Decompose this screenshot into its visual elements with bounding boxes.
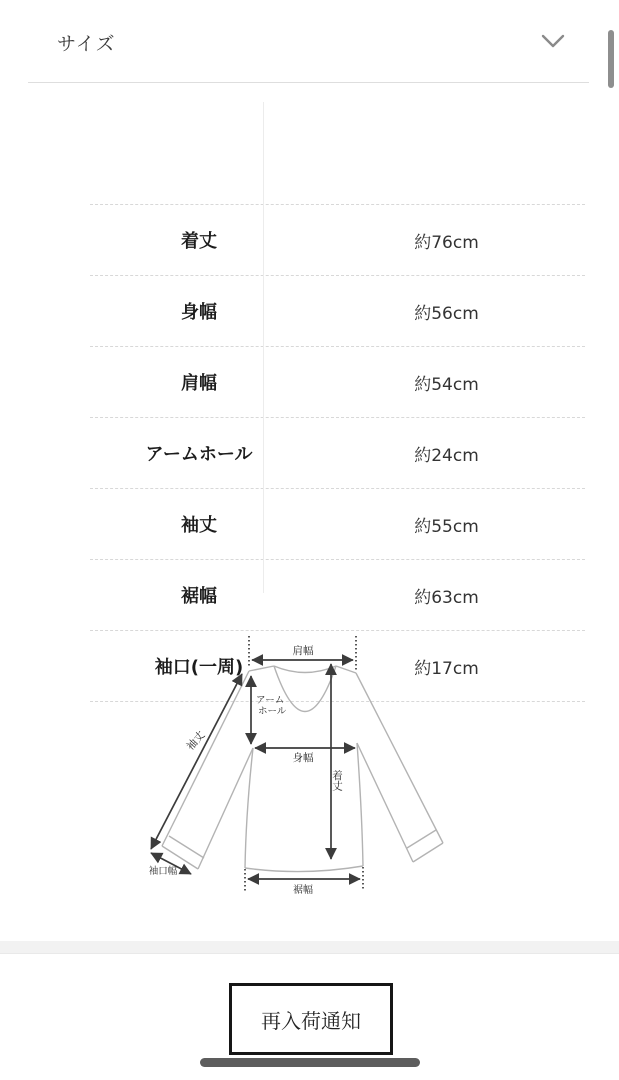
garment-outline bbox=[162, 666, 443, 872]
measurement-value: 約17cm bbox=[414, 658, 479, 679]
measurement-value: 約56cm bbox=[414, 303, 479, 324]
table-row bbox=[90, 347, 585, 418]
measurement-label: アームホール bbox=[145, 444, 253, 465]
diagram-label-shoulder-width: 肩幅 bbox=[292, 645, 314, 657]
diagram-label-body-width: 身幅 bbox=[292, 752, 314, 764]
table-row bbox=[90, 489, 585, 560]
home-indicator[interactable] bbox=[200, 1058, 420, 1067]
diagram-label-armhole-line1: アーム bbox=[256, 695, 285, 706]
size-table bbox=[45, 102, 540, 679]
measurement-value: 約24cm bbox=[414, 445, 479, 466]
garment-measurement-diagram bbox=[140, 630, 460, 900]
measurement-label: 袖口(一周) bbox=[154, 657, 244, 678]
table-column-divider bbox=[263, 102, 264, 593]
restock-notify-button[interactable] bbox=[229, 983, 393, 1055]
size-section-title: サイズ bbox=[57, 33, 116, 55]
measurement-value: 約54cm bbox=[414, 374, 479, 395]
size-section-header[interactable] bbox=[0, 0, 619, 83]
measurement-label: 肩幅 bbox=[181, 373, 217, 394]
measurement-value: 約63cm bbox=[414, 587, 479, 608]
measurement-label: 身幅 bbox=[181, 302, 217, 323]
restock-notify-button-label: 再入荷通知 bbox=[261, 1008, 361, 1033]
diagram-label-armhole-line2: ホール bbox=[258, 706, 287, 717]
diagram-label-cuff-width: 袖口幅 bbox=[148, 866, 178, 877]
scrollbar-thumb[interactable] bbox=[608, 30, 614, 88]
measurement-label: 着丈 bbox=[181, 231, 217, 252]
measurement-label: 裾幅 bbox=[181, 586, 217, 607]
table-row bbox=[90, 276, 585, 347]
diagram-label-hem-width: 裾幅 bbox=[293, 885, 313, 896]
measurement-value: 約55cm bbox=[414, 516, 479, 537]
measurement-arrows bbox=[148, 636, 363, 891]
header-divider bbox=[28, 82, 589, 83]
table-row bbox=[90, 418, 585, 489]
diagram-label-length: 着丈 bbox=[331, 770, 343, 791]
diagram-label-sleeve-length: 袖丈 bbox=[184, 729, 208, 753]
table-row bbox=[90, 204, 585, 276]
chevron-down-icon[interactable] bbox=[540, 31, 566, 51]
section-divider bbox=[0, 941, 619, 954]
measurement-value: 約76cm bbox=[414, 232, 479, 253]
table-row bbox=[90, 560, 585, 631]
measurement-label: 袖丈 bbox=[181, 515, 217, 536]
